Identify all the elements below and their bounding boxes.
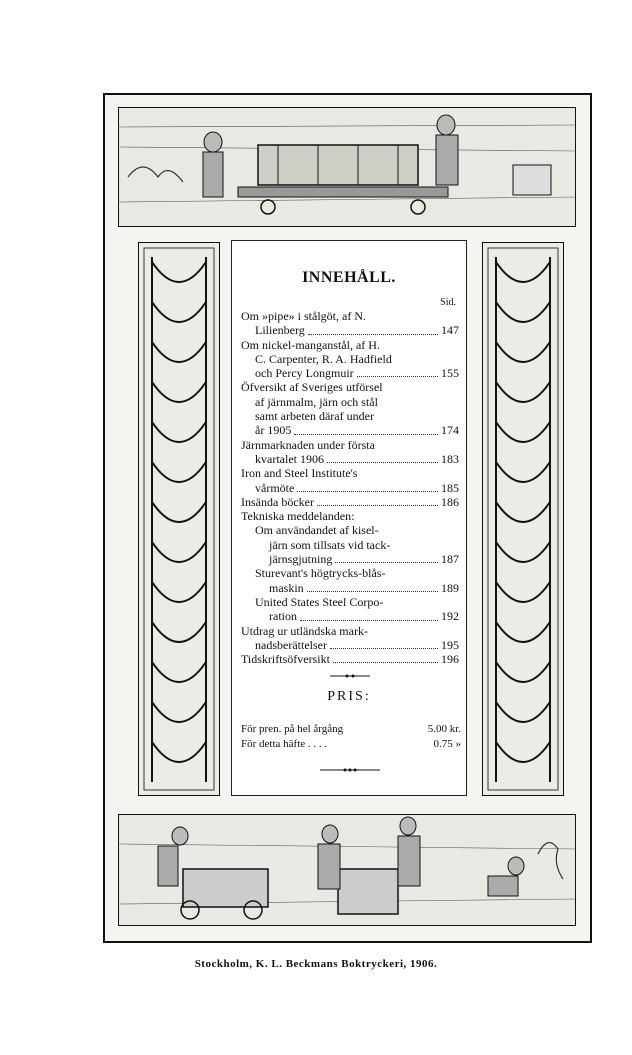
divider-ornament <box>330 673 370 679</box>
toc-entry <box>241 566 459 595</box>
left-column-ornament <box>138 242 220 796</box>
toc-page-number: 185 <box>441 480 459 495</box>
toc-entry-line <box>241 323 459 337</box>
toc-entry-line <box>255 552 459 566</box>
toc-entry-line <box>241 423 459 437</box>
toc-entry-text: nadsberättelser <box>255 637 327 652</box>
top-engraving-miners-winch <box>118 107 576 227</box>
toc-entry <box>241 338 459 381</box>
toc-entry-line: Järnmarknaden under första <box>241 437 375 452</box>
toc-entry-line <box>255 581 459 595</box>
toc-entry-text: Insända böcker <box>241 494 314 509</box>
price-label: För detta häfte . . . . <box>241 738 328 750</box>
toc-page-number: 174 <box>441 423 459 438</box>
toc-page-number: 186 <box>441 494 459 509</box>
toc-entry <box>241 380 459 437</box>
toc-entry <box>241 595 459 624</box>
toc-entry-line: Om användandet af kisel- <box>255 523 379 538</box>
toc-entry-line <box>241 452 459 466</box>
price-label: För pren. på hel årgång <box>241 723 344 735</box>
divider-ornament <box>320 767 380 773</box>
contents-title: INNEHÅLL. <box>302 269 396 286</box>
toc-entry <box>241 495 459 509</box>
toc-entry-text: maskin <box>269 580 304 595</box>
toc-entry-line: Om nickel-manganstål, af H. <box>241 337 380 352</box>
right-column-ornament <box>482 242 564 796</box>
toc-page-number: 196 <box>441 652 459 667</box>
toc-section-heading: Tekniska meddelanden: <box>241 509 355 524</box>
toc-entry-line <box>255 609 459 623</box>
price-value: 5.00 kr. <box>427 723 461 735</box>
toc-entry-line: af järnmalm, järn och stål <box>255 394 378 409</box>
toc-entry-text: järnsgjutning <box>269 552 333 567</box>
toc-page-number: 155 <box>441 366 459 381</box>
toc-entry-line: Om »pipe» i stålgöt, af N. <box>241 309 366 323</box>
page-column-label: Sid. <box>440 297 456 308</box>
toc-page-number: 192 <box>441 609 459 624</box>
toc-entry <box>241 438 459 467</box>
toc-entry <box>241 624 459 653</box>
price-row <box>241 738 461 750</box>
toc-entry-line: samt arbeten däraf under <box>255 409 374 424</box>
toc-entry-line: Utdrag ur utländska mark- <box>241 623 368 638</box>
toc-entry-line: Öfversikt af Sveriges utförsel <box>241 380 383 395</box>
toc-entry-text: Tidskriftsöfversikt <box>241 652 330 667</box>
toc-entry-text: år 1905 <box>255 423 292 438</box>
price-heading: PRIS: <box>327 689 371 704</box>
toc-entry-line <box>241 481 459 495</box>
toc-entry-text: kvartalet 1906 <box>255 451 324 466</box>
toc-entry-text: ration <box>269 609 297 624</box>
toc-page-number: 187 <box>441 552 459 567</box>
toc-entry-line <box>241 638 459 652</box>
printer-imprint: Stockholm, K. L. Beckmans Boktryckeri, 1906. <box>194 958 438 970</box>
toc-entry <box>241 309 459 338</box>
bottom-engraving-miners-carts <box>118 814 576 926</box>
contents-panel <box>231 240 467 796</box>
toc-entry <box>241 652 459 666</box>
toc-entry <box>241 466 459 495</box>
toc-entry-text: och Percy Longmuir <box>255 366 354 381</box>
toc-page-number: 189 <box>441 580 459 595</box>
toc-entry-line: Sturevant's högtrycks-blås- <box>255 566 386 581</box>
toc-entry-line: järn som tillsats vid tack- <box>269 537 391 552</box>
price-row <box>241 723 461 735</box>
toc-entry <box>241 523 459 566</box>
toc-page-number: 195 <box>441 637 459 652</box>
toc-page-number: 147 <box>441 323 459 338</box>
toc-entry-text: vårmöte <box>255 480 295 495</box>
toc-page-number: 183 <box>441 451 459 466</box>
table-of-contents <box>241 309 459 666</box>
toc-entry-line: Iron and Steel Institute's <box>241 466 358 481</box>
toc-entry-line: United States Steel Corpo- <box>255 594 384 609</box>
toc-entry-line <box>241 366 459 380</box>
toc-entry-line: C. Carpenter, R. A. Hadfield <box>255 351 392 366</box>
price-value: 0.75 » <box>433 738 461 750</box>
toc-entry-text: Lilienberg <box>255 323 305 338</box>
